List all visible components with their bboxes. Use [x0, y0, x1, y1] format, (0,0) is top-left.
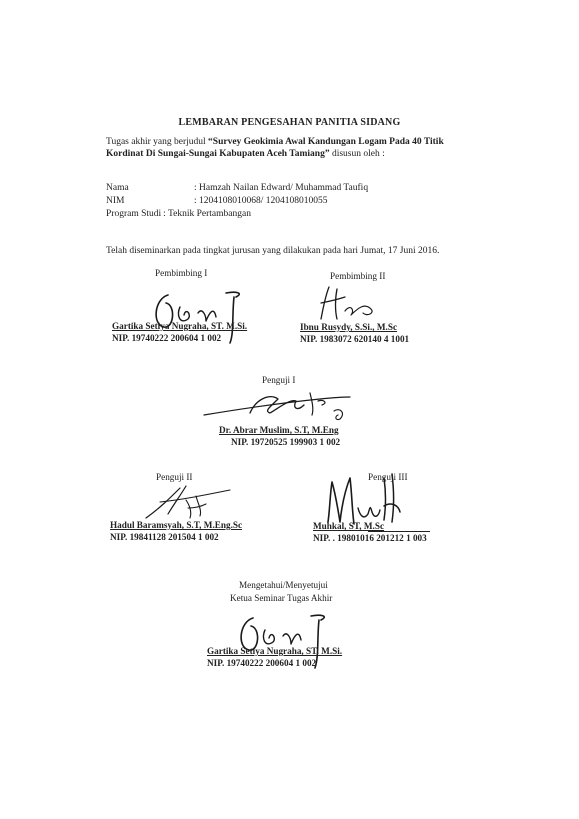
ketua-role-line-1: Mengetahui/Menyetujui [239, 580, 328, 590]
name-penguji-1: Dr. Abrar Muslim, S.T, M.Eng [219, 425, 339, 435]
role-penguji-2: Penguji II [156, 472, 193, 482]
nip-penguji-1: NIP. 19720525 199903 1 002 [231, 437, 341, 447]
role-pembimbing-1: Pembimbing I [155, 268, 208, 278]
nip-pembimbing-2: NIP. 1983072 620140 4 1001 [300, 334, 410, 344]
page-title: LEMBARAN PENGESAHAN PANITIA SIDANG [178, 117, 401, 128]
nip-ketua: NIP. 19740222 200604 1 002 [207, 658, 317, 668]
nip-penguji-3: NIP. . 19801016 201212 1 003 [313, 533, 427, 543]
nip-pembimbing-1: NIP. 19740222 200604 1 002 [112, 333, 222, 343]
info-label: Program Studi [106, 209, 162, 219]
ketua-role-line-2: Ketua Seminar Tugas Akhir [230, 593, 333, 603]
role-penguji-1: Penguji I [262, 375, 296, 385]
signature-pembimbing-2 [315, 283, 385, 323]
info-value: : Hamzah Nailan Edward/ Muhammad Taufiq [194, 183, 369, 193]
intro-prefix: Tugas akhir yang berjudul [106, 137, 209, 147]
name-penguji-3: Muhkal, ST, M.Sc [313, 521, 385, 531]
seminar-statement: Telah diseminarkan pada tingkat jurusan yang dilakukan pada hari Jumat, 17 Juni 2016. [106, 246, 440, 256]
signature-penguji-2 [140, 478, 240, 523]
intro-paragraph [106, 136, 476, 160]
info-label: NIM [106, 196, 125, 206]
intro-suffix: disusun oleh : [329, 149, 385, 159]
name-pembimbing-1: Gartika Setiya Nugraha, ST. M.Si. [112, 321, 248, 331]
info-label: Nama [106, 183, 129, 193]
signature-penguji-1 [200, 385, 360, 425]
info-row-prodi [106, 209, 251, 219]
role-pembimbing-2: Pembimbing II [330, 271, 386, 281]
info-row-nim [106, 196, 328, 206]
name-ketua: Gartika Setiya Nugraha, ST. M.Si. [207, 646, 343, 656]
name-pembimbing-2: Ibnu Rusydy, S.Si., M.Sc [300, 322, 398, 332]
info-row-nama [106, 183, 368, 193]
nip-penguji-2: NIP. 19841128 201504 1 002 [110, 532, 219, 542]
name-penguji-2: Hadul Baramsyah, S.T, M.Eng.Sc [110, 520, 243, 530]
info-value: : 1204108010068/ 1204108010055 [194, 196, 328, 206]
signature-line-penguji-3 [368, 531, 430, 532]
thesis-title: “Survey Geokimia Awal Kandungan Logam Pada 40 Titik Kordinat Di Sungai-Sungai Kabupaten Aceh Tamiang” [106, 137, 444, 159]
role-penguji-3: Penguji III [368, 472, 408, 482]
info-value: : Teknik Pertambangan [163, 209, 251, 219]
